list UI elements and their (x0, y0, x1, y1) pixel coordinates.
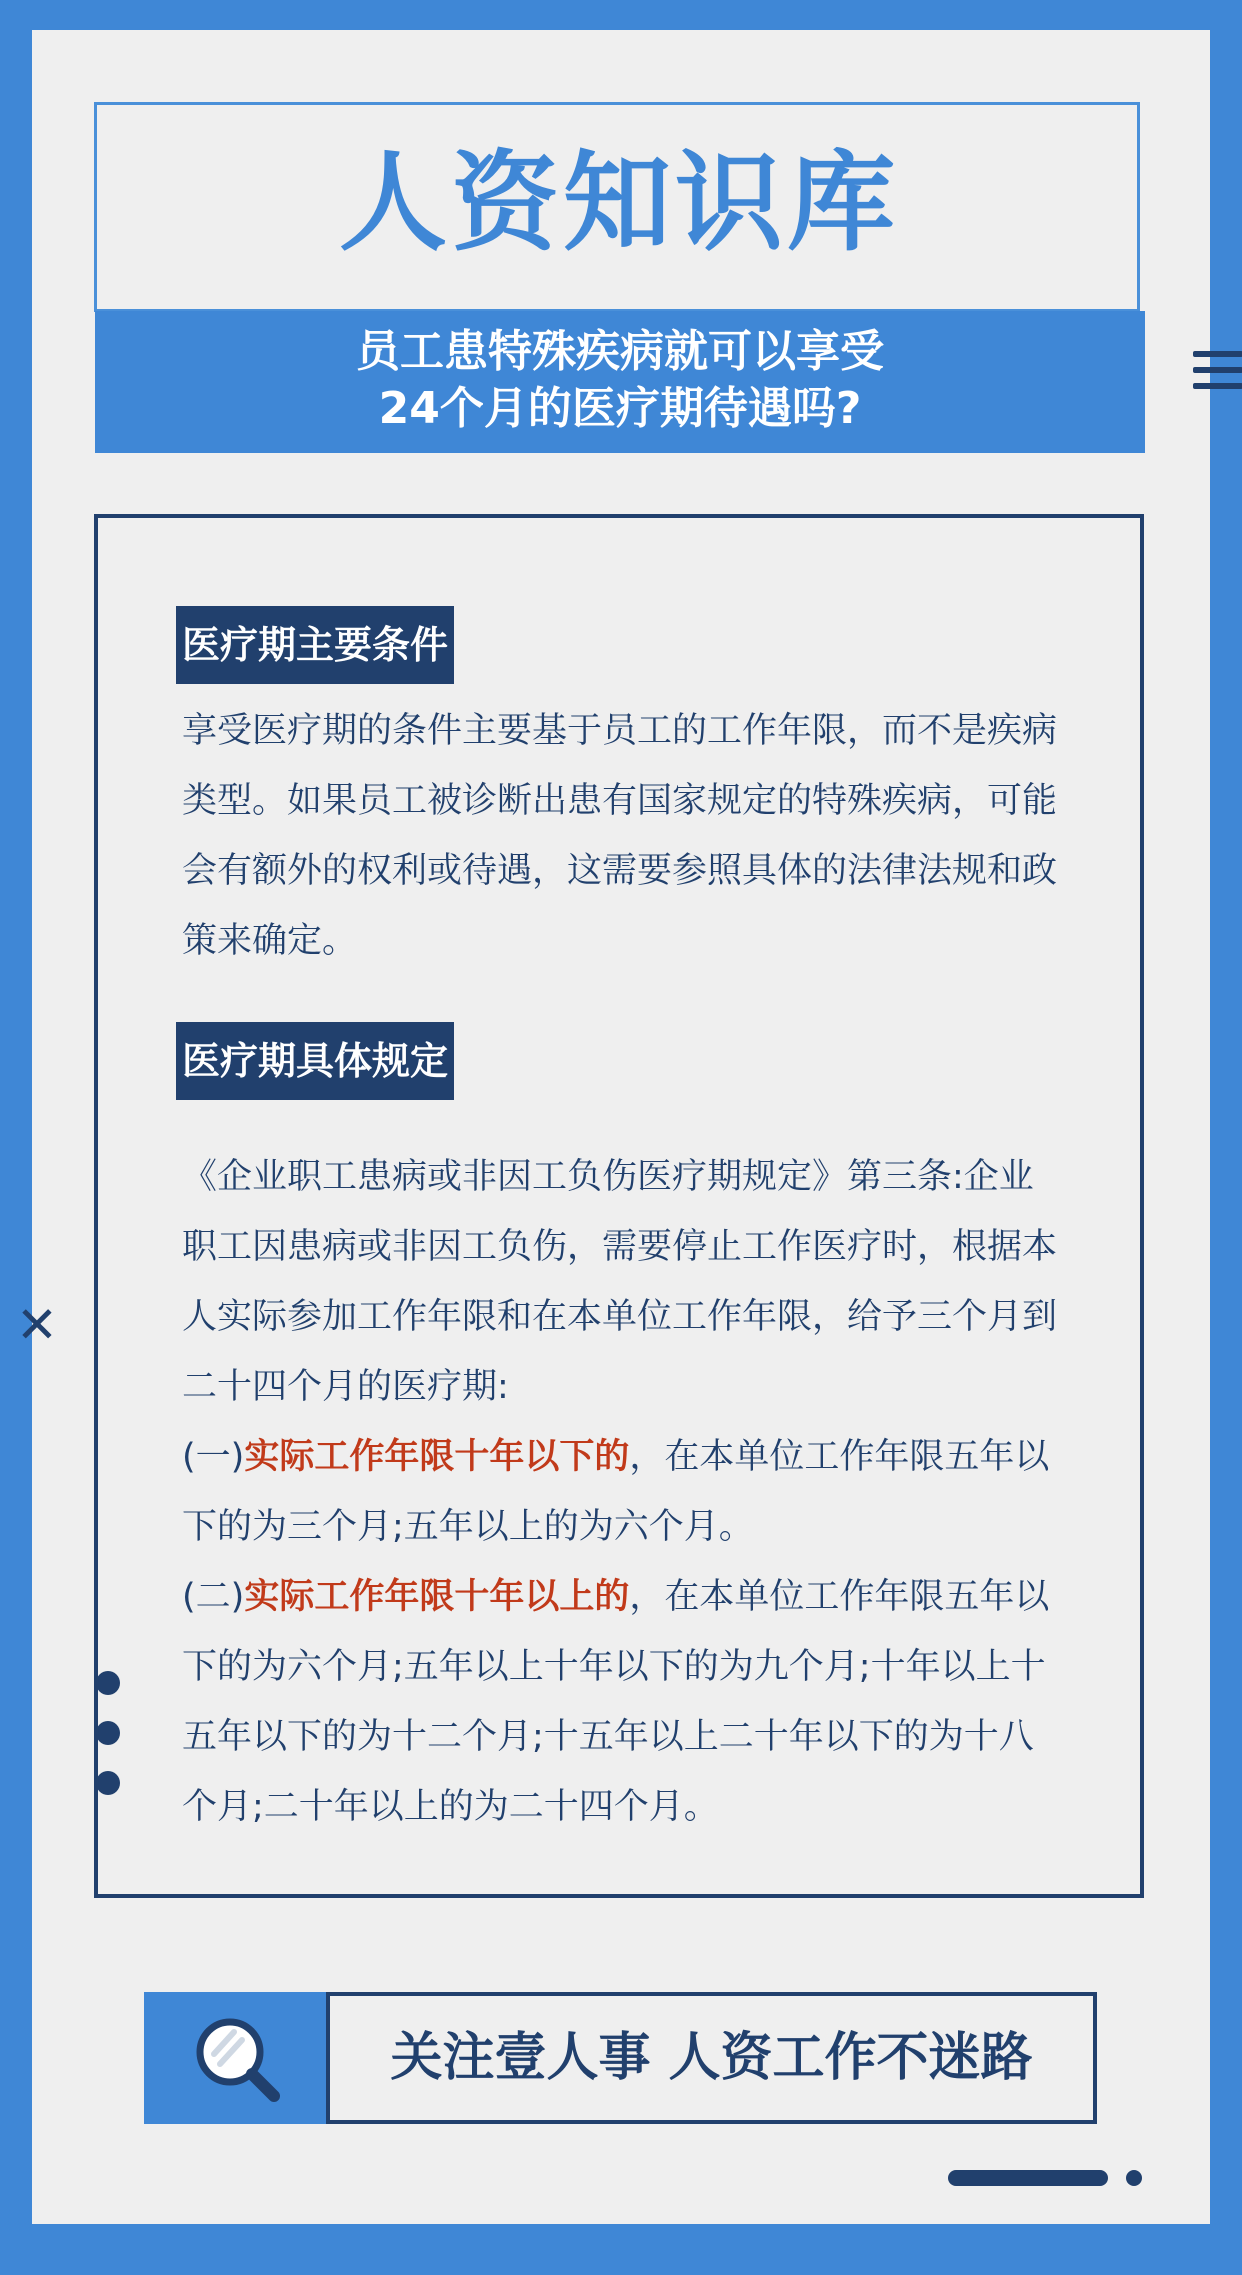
subtitle (95, 323, 1145, 437)
dot-decoration (96, 1671, 120, 1695)
rules-intro: 《企业职工患病或非因工负伤医疗期规定》第三条:企业职工因患病或非因工负伤，需要停止工作医疗时，根据本人实际参加工作年限和在本单位工作年限，给予三个月到二十四个月的医疗期: (182, 1157, 1058, 1407)
menu-lines-decoration (1193, 351, 1242, 399)
decor-bar (948, 2170, 1108, 2186)
rule-item-1 (182, 1422, 1062, 1562)
dot-decoration (96, 1721, 120, 1745)
rule-item-1-highlight: 实际工作年限十年以下的 (244, 1437, 630, 1477)
cross-decoration-icon: ✕ (16, 1296, 58, 1354)
footer-slogan: 关注壹人事 人资工作不迷路 (390, 2028, 1033, 2088)
rule-item-1-text: ，在本单位工作年限五年以下的为三个月;五年以上的为六个月。 (182, 1437, 1050, 1547)
rule-item-2-prefix: (二) (182, 1577, 245, 1617)
rule-item-2-highlight: 实际工作年限十年以上的 (244, 1577, 630, 1617)
decor-dot (1126, 2170, 1142, 2186)
section-tag-rules: 医疗期具体规定 (176, 1022, 454, 1100)
page-title: 人资知识库 (338, 141, 899, 266)
subtitle-line-1: 员工患特殊疾病就可以享受 (356, 326, 884, 377)
subtitle-line-2: 24个月的医疗期待遇吗? (378, 383, 862, 434)
dot-decoration (96, 1771, 120, 1795)
section-rules-text (182, 1142, 1062, 1842)
section-tag-conditions: 医疗期主要条件 (176, 606, 454, 684)
search-icon (144, 1992, 328, 2124)
section-conditions-text: 享受医疗期的条件主要基于员工的工作年限，而不是疾病类型。如果员工被诊断出患有国家规定的特殊疾病，可能会有额外的权利或待遇，这需要参照具体的法律法规和政策来确定。 (182, 711, 1058, 961)
rule-item-1-prefix: (一) (182, 1437, 245, 1477)
decor-line (1193, 351, 1242, 357)
footer-icon-box (144, 1992, 328, 2124)
rule-item-2 (182, 1562, 1062, 1842)
decor-line (1193, 367, 1242, 373)
decor-line (1193, 383, 1242, 389)
rule-item-2-text: ，在本单位工作年限五年以下的为六个月;五年以上十年以下的为九个月;十年以上十五年以下的为十二个月;十五年以上二十年以下的为十八个月;二十年以上的为二十四个月。 (182, 1577, 1050, 1827)
